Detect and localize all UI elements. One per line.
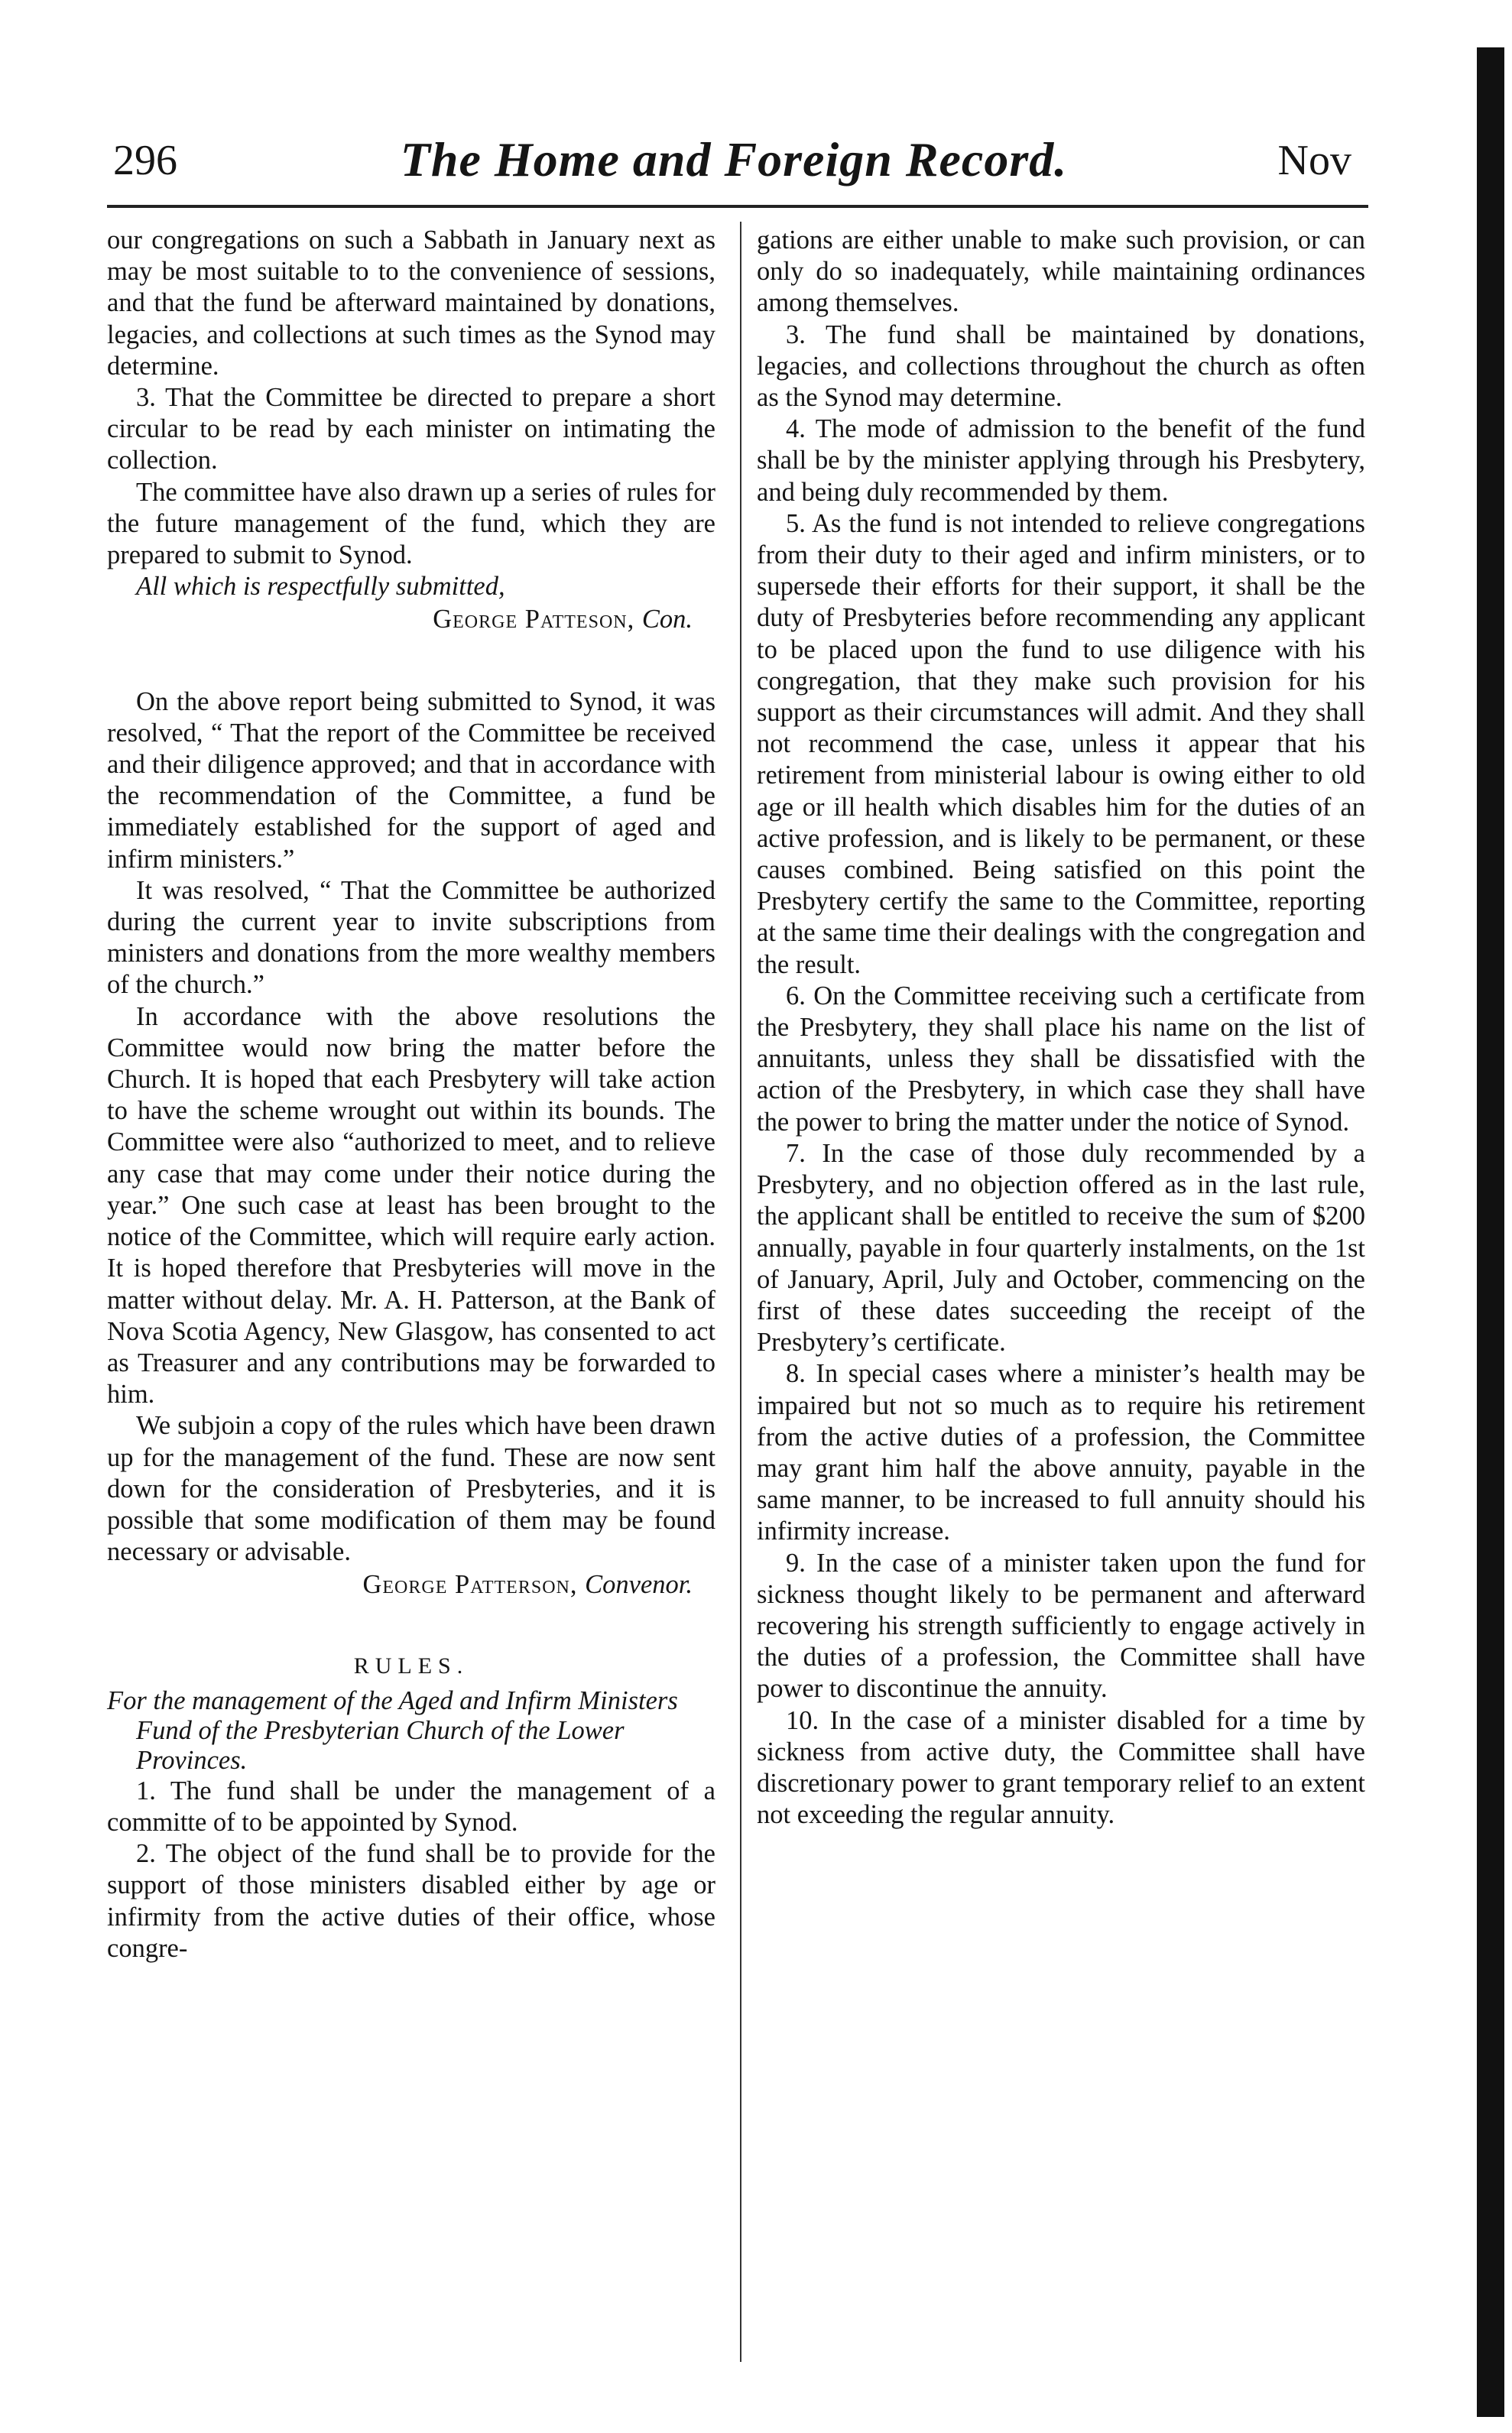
header-rule [107,205,1368,208]
column-divider [740,222,741,2362]
rule-item: 8. In special cases where a minister’s health may be impaired but not so much as to require his retirement from the active duties of a profession, the Committee may grant him half the above annuity, payable in the same manner, to be increased to full annuity should his infirmity increase. [757,1359,1365,1546]
signature-role: Con. [641,605,693,634]
rule-item: 3. The fund shall be maintained by donations, legacies, and collections throughout the church as often as the Synod may determine. [757,320,1365,413]
rule-item: 5. As the fund is not intended to relieve congregations from their duty to their aged and infirm ministers, or to supersede their efforts for their support, it shall be the duty of Presbyteries before recommending any applicant to be placed upon the fund to use diligence with his congregation, that they make such provision for his support as their circumstances will admit. And they shall not recommend the case, unless it appear that his retirement from ministerial labour is owing either to old age or ill health which disables him for the duties of an active profession, and is likely to be permanent, or these causes combined. Being satisfied on this point the Presbytery certify the same to the Committee, reporting at the same time their dealings with the congregation and the result. [757,508,1365,979]
page-header [107,128,1361,197]
issue-month: Nov [1277,137,1351,184]
right-column [757,225,1365,1831]
signature [107,604,693,635]
signature-role: Convenor. [585,1570,693,1600]
paragraph: In accordance with the above resolutions the Committee would now bring the matter before the Church. It is hoped that each Presbytery will take action to have the scheme wrought out within its bounds. The Committee were also “authorized to meet, and to relieve any case that may come under their notice during the year.” One such case at least has been brought to the notice of the Committee, which will require early action. It is hoped therefore that Presbyteries will move in the matter without delay. Mr. A. H. Patterson, at the Bank of Nova Scotia Agency, New Glasgow, has consented to act as Treasurer and any contributions may be forwarded to him. [107,1001,715,1410]
rules-heading: RULES. [353,1653,469,1679]
paragraph: We subjoin a copy of the rules which have been drawn up for the management of the fund. These are now sent down for the consideration of Presbyteries, and it is possible that some modification of them may be found necessary or advisable. [107,1411,715,1567]
scan-edge-shadow [1477,47,1504,2417]
closing-line: All which is respectfully submitted, [136,572,505,602]
rule-item: 10. In the case of a minister disabled for a time by sickness from active duty, the Committee shall have discretionary power to grant temporary relief to an extent not exceeding the regular annuity. [757,1705,1365,1830]
rules-subtitle: For the management of the Aged and Infirm Ministers Fund of the Presbyterian Church of the Lower Provinces. [107,1685,678,1775]
signature [107,1569,693,1601]
paragraph: It was resolved, “ That the Committee be authorized during the current year to invite subscriptions from ministers and donations from the more wealthy members of the church.” [107,875,715,1000]
rule-item: 7. In the case of those duly recommended by a Presbytery, and no objection offered as in the last rule, the applicant shall be entitled to receive the sum of $200 annually, payable in four quarterly instalments, on the 1st of January, April, July and October, commencing on the first of these dates succeeding the receipt of the Presbytery’s certificate. [757,1138,1365,1358]
page-number: 296 [113,137,177,184]
paragraph: On the above report being submitted to Synod, it was resolved, “ That the report of the Committee be received and their diligence approved; and that in accordance with the recommendation of the Committee, a fund be immediately established for the support of aged and infirm ministers.” [107,686,715,874]
paragraph: gations are either unable to make such provision, or can only do so inadequately, while maintaining ordinances among themselves. [757,225,1365,318]
paragraph: 3. That the Committee be directed to prepare a short circular to be read by each minister on intimating the collection. [107,383,715,475]
rule-item: 1. The fund shall be under the management of a committe of to be appointed by Synod. [107,1776,715,1837]
rule-item: 4. The mode of admission to the benefit of the fund shall be by the minister applying through his Presbytery, and being duly recommended by them. [757,414,1365,507]
signature-name: George Patterson, [362,1570,578,1600]
paragraph: our congregations on such a Sabbath in January next as may be most suitable to to the convenience of sessions, and that the fund be afterward maintained by donations, legacies, and collections at such times as the Synod may determine. [107,225,715,381]
signature-name: George Patteson, [433,605,635,634]
rule-item: 9. In the case of a minister taken upon the fund for sickness thought likely to be permanent and afterward recovering his strength sufficiently to engage actively in the duties of a profession, the Committee shall have power to discontinue the annuity. [757,1548,1365,1704]
rule-item: 6. On the Committee receiving such a certificate from the Presbytery, they shall place his name on the list of annuitants, unless they shall be dissatisfied with the action of the Presbytery, in which case they shall have the power to bring the matter under the notice of Synod. [757,981,1365,1137]
left-column [107,225,715,1964]
running-title: The Home and Foreign Record. [400,132,1068,187]
paragraph: The committee have also drawn up a series of rules for the future management of the fund, which they are prepared to submit to Synod. [107,477,715,570]
rule-item: 2. The object of the fund shall be to provide for the support of those ministers disabled either by age or infirmity from the active duties of their office, whose congre- [107,1839,715,1963]
